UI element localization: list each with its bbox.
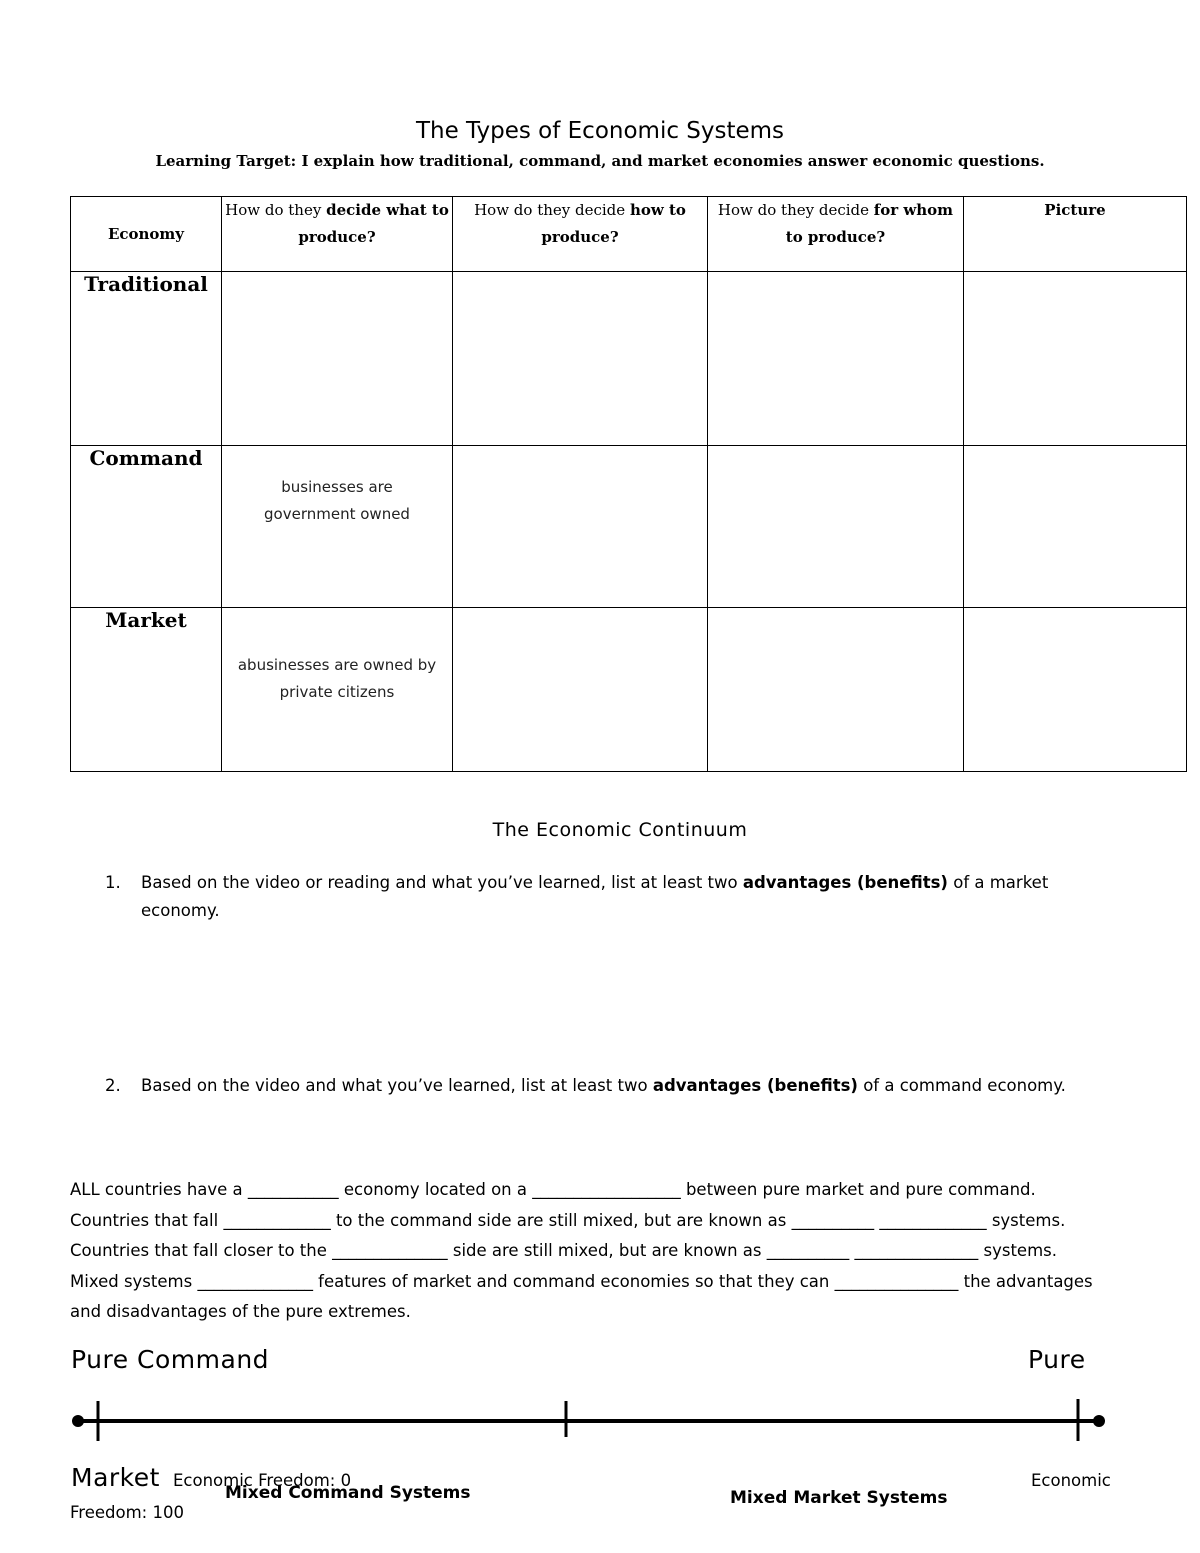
- page-title: The Types of Economic Systems: [415, 118, 785, 144]
- question-plain: Based on the video and what you’ve learned, list at least two: [141, 1076, 653, 1095]
- economic-label: Economic: [1031, 1471, 1111, 1490]
- question-bold: advantages (benefits): [742, 873, 948, 892]
- header-what-plain: How do they: [225, 201, 327, 219]
- market-what-text: abusinesses are owned by private citizens: [237, 656, 437, 701]
- pure-command-label: Pure Command: [71, 1345, 270, 1374]
- question-plain-end: of a market economy.: [141, 873, 1049, 920]
- header-whom-plain: How do they decide: [717, 201, 874, 219]
- header-how-plain: How do they decide: [474, 201, 630, 219]
- question-number: 2.: [105, 1076, 121, 1095]
- header-how-bold: how to produce?: [541, 201, 686, 246]
- row-label-command: Command: [71, 446, 222, 608]
- fill-in-paragraph: ALL countries have a ___________ economy located on a __________________ between pure market and pure command. Countries that fall _____________ to the command side are still mixed, but are known as __________ _____________ systems. Countries that fall closer to the ______________ side are still mixed, but are known as __________ _______________ systems. Mixed systems ______________ features of market and command economies so that they can _______________ the advantages and disadvantages of the pure extremes.: [70, 1180, 1093, 1321]
- learning-target: Learning Target: I explain how traditional, command, and market economies answer economic questions.: [155, 152, 1045, 170]
- header-what-bold: decide what to produce?: [298, 201, 449, 246]
- question-bold: advantages (benefits): [652, 1076, 858, 1095]
- header-picture-label: Picture: [1044, 201, 1106, 219]
- pure-label: Pure: [1028, 1345, 1086, 1374]
- continuum-left-dot: [72, 1415, 84, 1427]
- continuum-title: The Economic Continuum: [492, 819, 748, 841]
- continuum-right-dot: [1093, 1415, 1105, 1427]
- mixed-command-label: Mixed Command Systems: [225, 1483, 471, 1503]
- market-label: Market: [71, 1463, 160, 1492]
- header-economy: Economy: [71, 197, 222, 272]
- question-number: 1.: [105, 873, 121, 892]
- economic-freedom-hundred: Freedom: 100: [70, 1503, 184, 1522]
- command-what-text: businesses are government owned: [264, 478, 410, 523]
- row-label-market: Market: [71, 608, 222, 772]
- row-label-traditional: Traditional: [71, 272, 222, 446]
- economic-freedom-zero: Economic Freedom: 0: [173, 1471, 352, 1490]
- question-plain: Based on the video or reading and what you’ve learned, list at least two: [141, 873, 743, 892]
- header-whom-bold: for whom to produce?: [785, 201, 954, 246]
- mixed-market-label: Mixed Market Systems: [730, 1488, 948, 1508]
- question-plain-end: of a command economy.: [857, 1076, 1066, 1095]
